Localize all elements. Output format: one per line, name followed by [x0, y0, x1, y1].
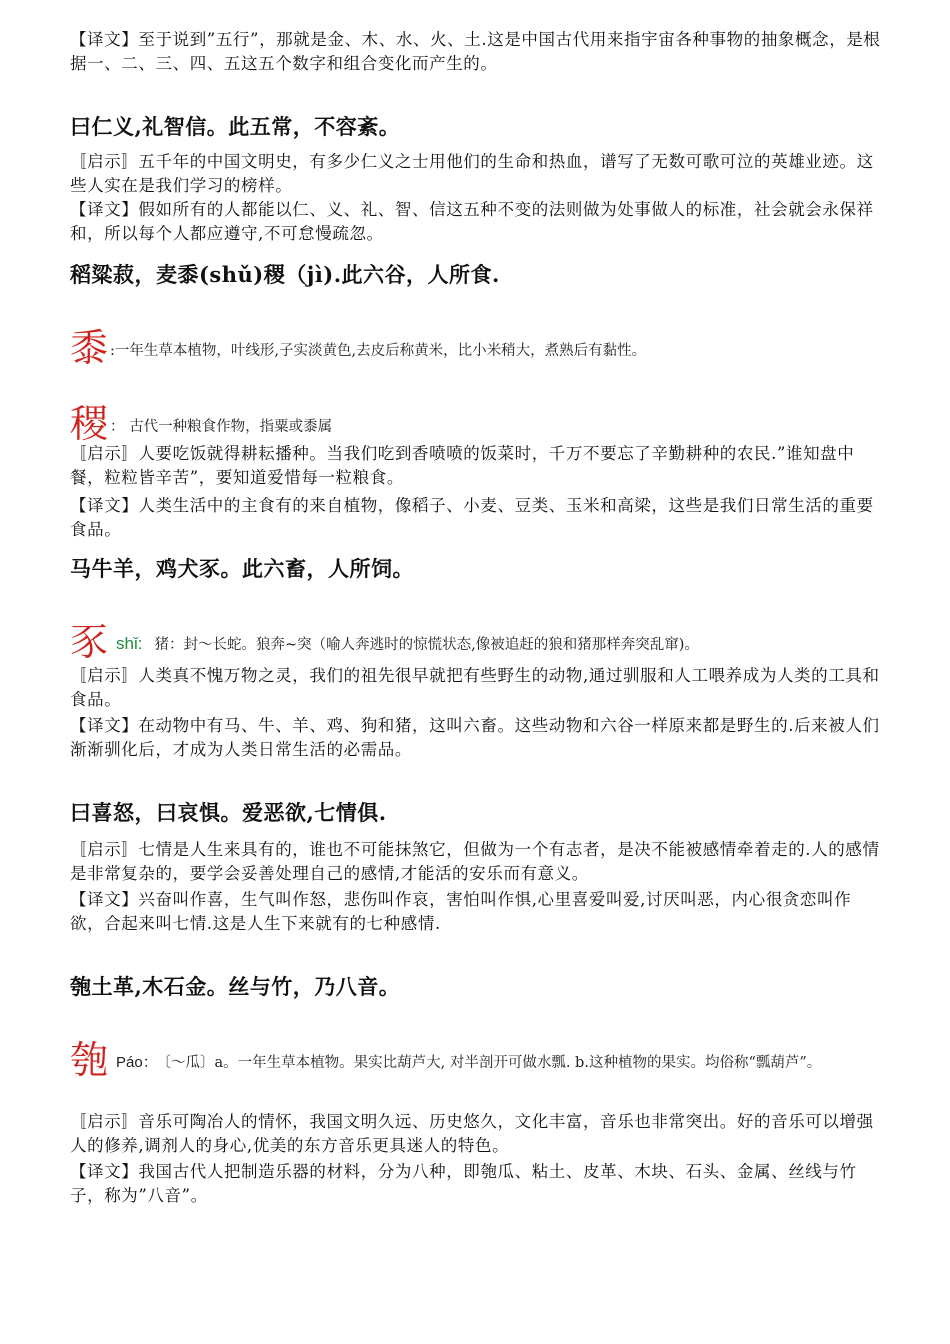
verse-liugu: 稻粱菽，麦黍(shǔ)稷（jì).此六谷，人所食.: [70, 262, 500, 287]
translation-qiqing: 【译文】兴奋叫作喜，生气叫作怒，悲伤叫作哀，害怕叫作惧,心里喜爱叫爱,讨厌叫恶，内心很贪恋叫作欲，合起来叫七情.这是人生下来就有的七种感情.: [70, 890, 852, 933]
translation-liugu: 【译文】人类生活中的主食有的来自植物，像稻子、小麦、豆类、玉米和高梁，这些是我们日常生活的重要食品。: [70, 496, 874, 539]
gloss-shu: [70, 328, 882, 368]
insight-wuchang: 〚启示〛五千年的中国文明史，有多少仁义之士用他们的生命和热血，谱写了无数可歌可泣的英雄业迹。这些人实在是我们学习的榜样。: [70, 152, 874, 195]
gloss-shu-text: :一年生草本植物，叶线形,子实淡黄色,去皮后称黄米，比小米稍大，煮熟后有黏性。: [110, 343, 647, 359]
gloss-ji-text: ： 古代一种粮食作物，指粟或黍属: [110, 419, 333, 435]
gloss-shi: [70, 622, 882, 662]
glyph-shu: 黍: [70, 326, 109, 370]
translation-wuxing: 【译文】至于说到”五行”，那就是金、木、水、火、土.这是中国古代用来指宇宙各种事物的抽象概念，是根据一、二、三、四、五这五个数字和组合变化而产生的。: [70, 30, 881, 73]
verse-bayin: 匏土革,木石金。丝与竹，乃八音。: [70, 974, 401, 999]
insight-liuchu: 〚启示〛人类真不愧万物之灵，我们的祖先很早就把有些野生的动物,通过驯服和人工喂养成为人类的工具和食品。: [70, 666, 880, 709]
glyph-pao: 匏: [70, 1038, 109, 1082]
gloss-ji: [70, 404, 882, 444]
gloss-pao: [70, 1040, 882, 1080]
gloss-pao-text: 〔～瓜〕a。一年生草本植物。果实比葫芦大, 对半剖开可做水瓢. b.这种植物的果实。均俗称“瓢葫芦”。: [163, 1055, 822, 1071]
translation-liuchu: 【译文】在动物中有马、牛、羊、鸡、狗和猪，这叫六畜。这些动物和六谷一样原来都是野生的.后来被人们渐渐驯化后，才成为人类日常生活的必需品。: [70, 716, 880, 759]
pinyin-shi: shǐ:: [116, 634, 143, 653]
verse-liuchu: 马牛羊，鸡犬豕。此六畜，人所饲。: [70, 556, 414, 581]
pinyin-pao: Páo：: [116, 1054, 158, 1071]
verse-wuchang: 曰仁义,礼智信。此五常，不容紊。: [70, 114, 401, 139]
gloss-shi-text: 猪：封～长蛇。狼奔~突（喻人奔逃时的惊慌状态,像被追赶的狼和猪那样奔突乱窜)。: [154, 637, 699, 653]
insight-liugu: 〚启示〛人要吃饭就得耕耘播种。当我们吃到香喷喷的饭菜时，千万不要忘了辛勤耕种的农民.”谁知盘中餐，粒粒皆辛苦”，要知道爱惜每一粒粮食。: [70, 444, 855, 487]
translation-wuchang: 【译文】假如所有的人都能以仁、义、礼、智、信这五种不变的法则做为处事做人的标准，社会就会永保祥和，所以每个人都应遵守,不可怠慢疏忽。: [70, 200, 874, 243]
insight-qiqing: 〚启示〛七情是人生来具有的，谁也不可能抹煞它，但做为一个有志者，是决不能被感情牵着走的.人的感情是非常复杂的，要学会妥善处理自己的感情,才能活的安乐而有意义。: [70, 840, 880, 883]
glyph-shi: 豕: [70, 620, 109, 664]
glyph-ji: 稷: [70, 402, 109, 446]
insight-bayin: 〚启示〛音乐可陶冶人的情怀，我国文明久远、历史悠久，文化丰富，音乐也非常突出。好的音乐可以增强人的修养,调剂人的身心,优美的东方音乐更具迷人的特色。: [70, 1112, 874, 1155]
translation-bayin: 【译文】我国古代人把制造乐器的材料，分为八种，即匏瓜、粘土、皮革、木块、石头、金属、丝线与竹子，称为”八音”。: [70, 1162, 857, 1205]
verse-qiqing: 曰喜怒，曰哀惧。爱恶欲,七情俱.: [70, 800, 387, 825]
